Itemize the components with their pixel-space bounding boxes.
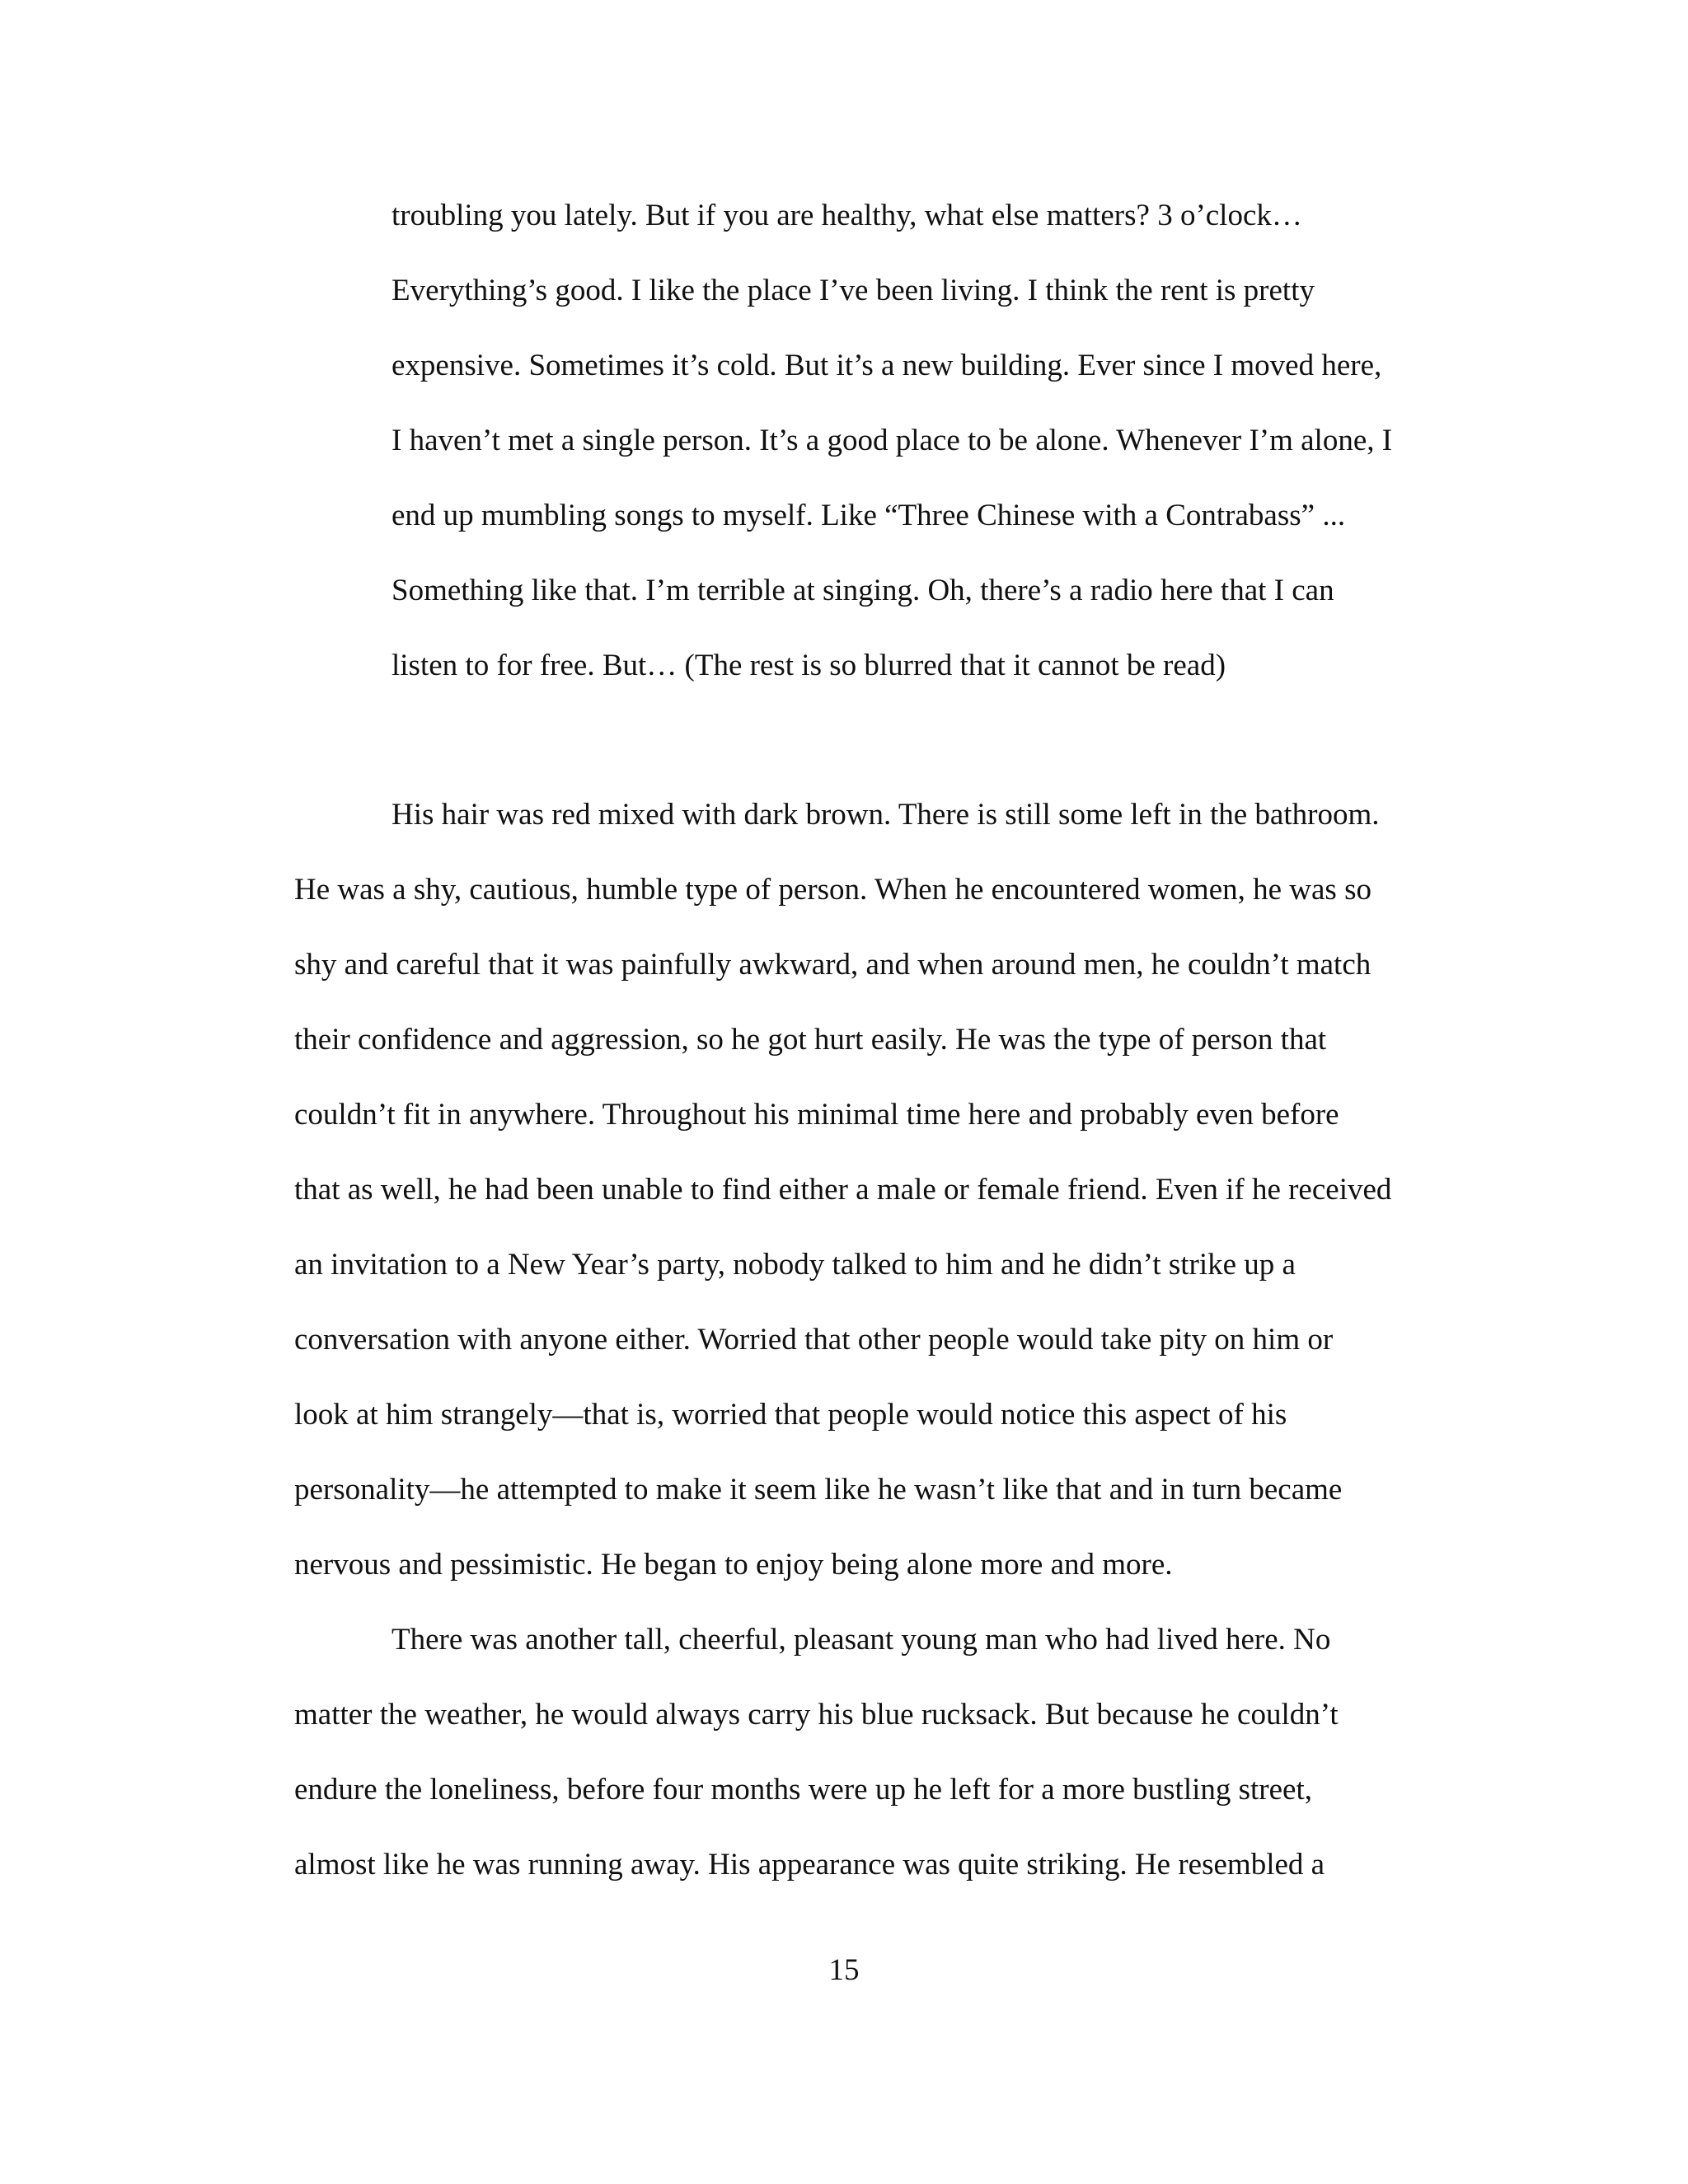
quote-line: I haven’t met a single person. It’s a good place to be alone. Whenever I’m alone, I: [392, 424, 1393, 457]
paragraph-line: shy and careful that it was painfully awkward, and when around men, he couldn’t match: [294, 948, 1372, 982]
quote-line: Something like that. I’m terrible at singing. Oh, there’s a radio here that I can: [392, 574, 1334, 607]
paragraph-line: an invitation to a New Year’s party, nobody talked to him and he didn’t strike up a: [294, 1248, 1296, 1282]
paragraph-line: almost like he was running away. His appearance was quite striking. He resembled a: [294, 1848, 1325, 1882]
page-number: 15: [828, 1953, 860, 1987]
paragraph-line: endure the loneliness, before four months were up he left for a more bustling street,: [294, 1773, 1313, 1807]
quote-line: Everything’s good. I like the place I’ve been living. I think the rent is pretty: [392, 274, 1315, 307]
paragraph-line: personality—he attempted to make it seem like he wasn’t like that and in turn became: [294, 1473, 1343, 1507]
paragraph-line: couldn’t fit in anywhere. Throughout his minimal time here and probably even before: [294, 1098, 1339, 1132]
paragraph-line: that as well, he had been unable to find either a male or female friend. Even if he received: [294, 1173, 1392, 1207]
paragraph-line: nervous and pessimistic. He began to enjoy being alone more and more.: [294, 1548, 1173, 1582]
quote-line: end up mumbling songs to myself. Like “Three Chinese with a Contrabass” ...: [392, 499, 1346, 532]
paragraph-line: conversation with anyone either. Worried that other people would take pity on him or: [294, 1323, 1334, 1357]
quote-line: listen to for free. But… (The rest is so blurred that it cannot be read): [392, 649, 1226, 682]
paragraph-line: look at him strangely—that is, worried that people would notice this aspect of his: [294, 1398, 1287, 1432]
paragraph-line: matter the weather, he would always carry his blue rucksack. But because he couldn’t: [294, 1698, 1339, 1732]
paragraph-line: There was another tall, cheerful, pleasant young man who had lived here. No: [392, 1623, 1331, 1657]
quote-line: troubling you lately. But if you are healthy, what else matters? 3 o’clock…: [392, 199, 1302, 232]
paragraph-line: their confidence and aggression, so he got hurt easily. He was the type of person that: [294, 1023, 1327, 1057]
paragraph-line: He was a shy, cautious, humble type of person. When he encountered women, he was so: [294, 873, 1372, 907]
quote-line: expensive. Sometimes it’s cold. But it’s a new building. Ever since I moved here,: [392, 349, 1382, 382]
paragraph-line: His hair was red mixed with dark brown. There is still some left in the bathroom.: [392, 798, 1380, 832]
